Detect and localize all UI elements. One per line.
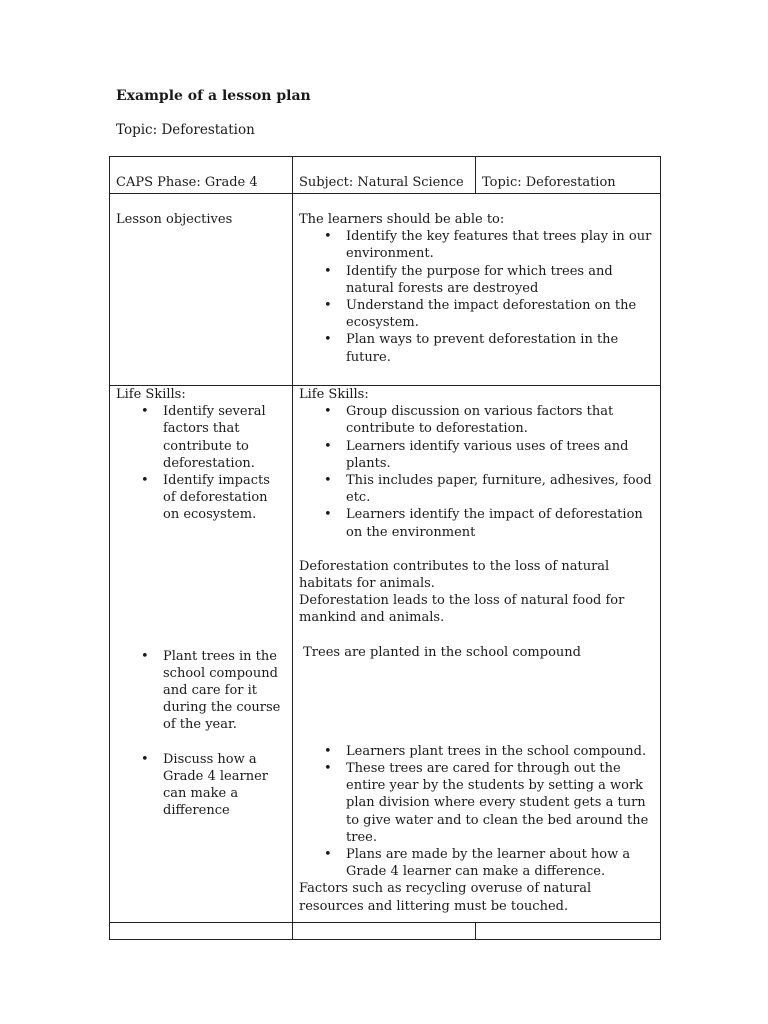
list-item: • Group discussion on various factors that contribute to deforestation. bbox=[346, 403, 654, 437]
list-item: • Learners identify various uses of trees and plants. bbox=[346, 438, 654, 472]
planted-paragraph: Trees are planted in the school compound bbox=[299, 644, 581, 660]
life-skills-left-label: Life Skills: bbox=[116, 387, 186, 402]
objectives-row bbox=[110, 194, 661, 386]
life-skills-left-list-b bbox=[116, 648, 286, 820]
life-skills-right-list-b bbox=[299, 743, 654, 881]
list-item: • Identify several factors that contribute to deforestation. bbox=[163, 403, 286, 472]
list-item: • Understand the impact deforestation on the ecosystem. bbox=[346, 297, 654, 331]
habitat-paragraph: Deforestation contributes to the loss of natural habitats for animals. bbox=[299, 558, 610, 592]
objectives-list bbox=[299, 228, 654, 366]
page-title: Example of a lesson plan bbox=[116, 88, 311, 104]
list-item: • Identify the purpose for which trees and natural forests are destroyed bbox=[346, 263, 654, 297]
list-item: • Identify the key features that trees play in our environment. bbox=[346, 228, 654, 262]
objectives-cell bbox=[293, 194, 661, 386]
header-row bbox=[110, 157, 661, 194]
food-paragraph: Deforestation leads to the loss of natural food for mankind and animals. bbox=[299, 593, 625, 626]
life-skills-left-list-a bbox=[116, 403, 286, 523]
list-item: • Discuss how a Grade 4 learner can make a difference bbox=[163, 751, 286, 820]
life-skills-row bbox=[110, 386, 661, 923]
list-item: • Plans are made by the learner about how a Grade 4 learner can make a difference. bbox=[346, 846, 654, 880]
list-item: • This includes paper, furniture, adhesives, food etc. bbox=[346, 472, 654, 506]
list-item: • Plant trees in the school compound and care for it during the course of the year. bbox=[163, 648, 286, 734]
objectives-label: Lesson objectives bbox=[110, 194, 293, 386]
header-phase: CAPS Phase: Grade 4 bbox=[110, 157, 293, 194]
empty-cell bbox=[476, 923, 661, 940]
list-item: • Identify impacts of deforestation on ecosystem. bbox=[163, 472, 286, 524]
list-item: • Plan ways to prevent deforestation in the future. bbox=[346, 331, 654, 365]
list-item: • These trees are cared for through out the entire year by the students by setting a work plan division where every student gets a turn to give water and to clean the bed around the tree. bbox=[346, 760, 654, 846]
lesson-plan-table bbox=[109, 156, 661, 940]
page-topic: Topic: Deforestation bbox=[116, 122, 255, 138]
empty-cell bbox=[293, 923, 476, 940]
life-skills-right-cell bbox=[293, 386, 661, 923]
list-item: • Learners identify the impact of deforestation on the environment bbox=[346, 506, 654, 540]
header-topic: Topic: Deforestation bbox=[476, 157, 661, 194]
header-subject: Subject: Natural Science bbox=[293, 157, 476, 194]
life-skills-left-cell bbox=[110, 386, 293, 923]
empty-cell bbox=[110, 923, 293, 940]
closing-paragraph: Factors such as recycling overuse of natural resources and littering must be touched. bbox=[299, 881, 592, 914]
empty-row bbox=[110, 923, 661, 940]
life-skills-right-list-a bbox=[299, 403, 654, 541]
objectives-intro: The learners should be able to: bbox=[299, 212, 505, 227]
list-item: • Learners plant trees in the school compound. bbox=[346, 743, 654, 760]
life-skills-right-label: Life Skills: bbox=[299, 387, 369, 402]
